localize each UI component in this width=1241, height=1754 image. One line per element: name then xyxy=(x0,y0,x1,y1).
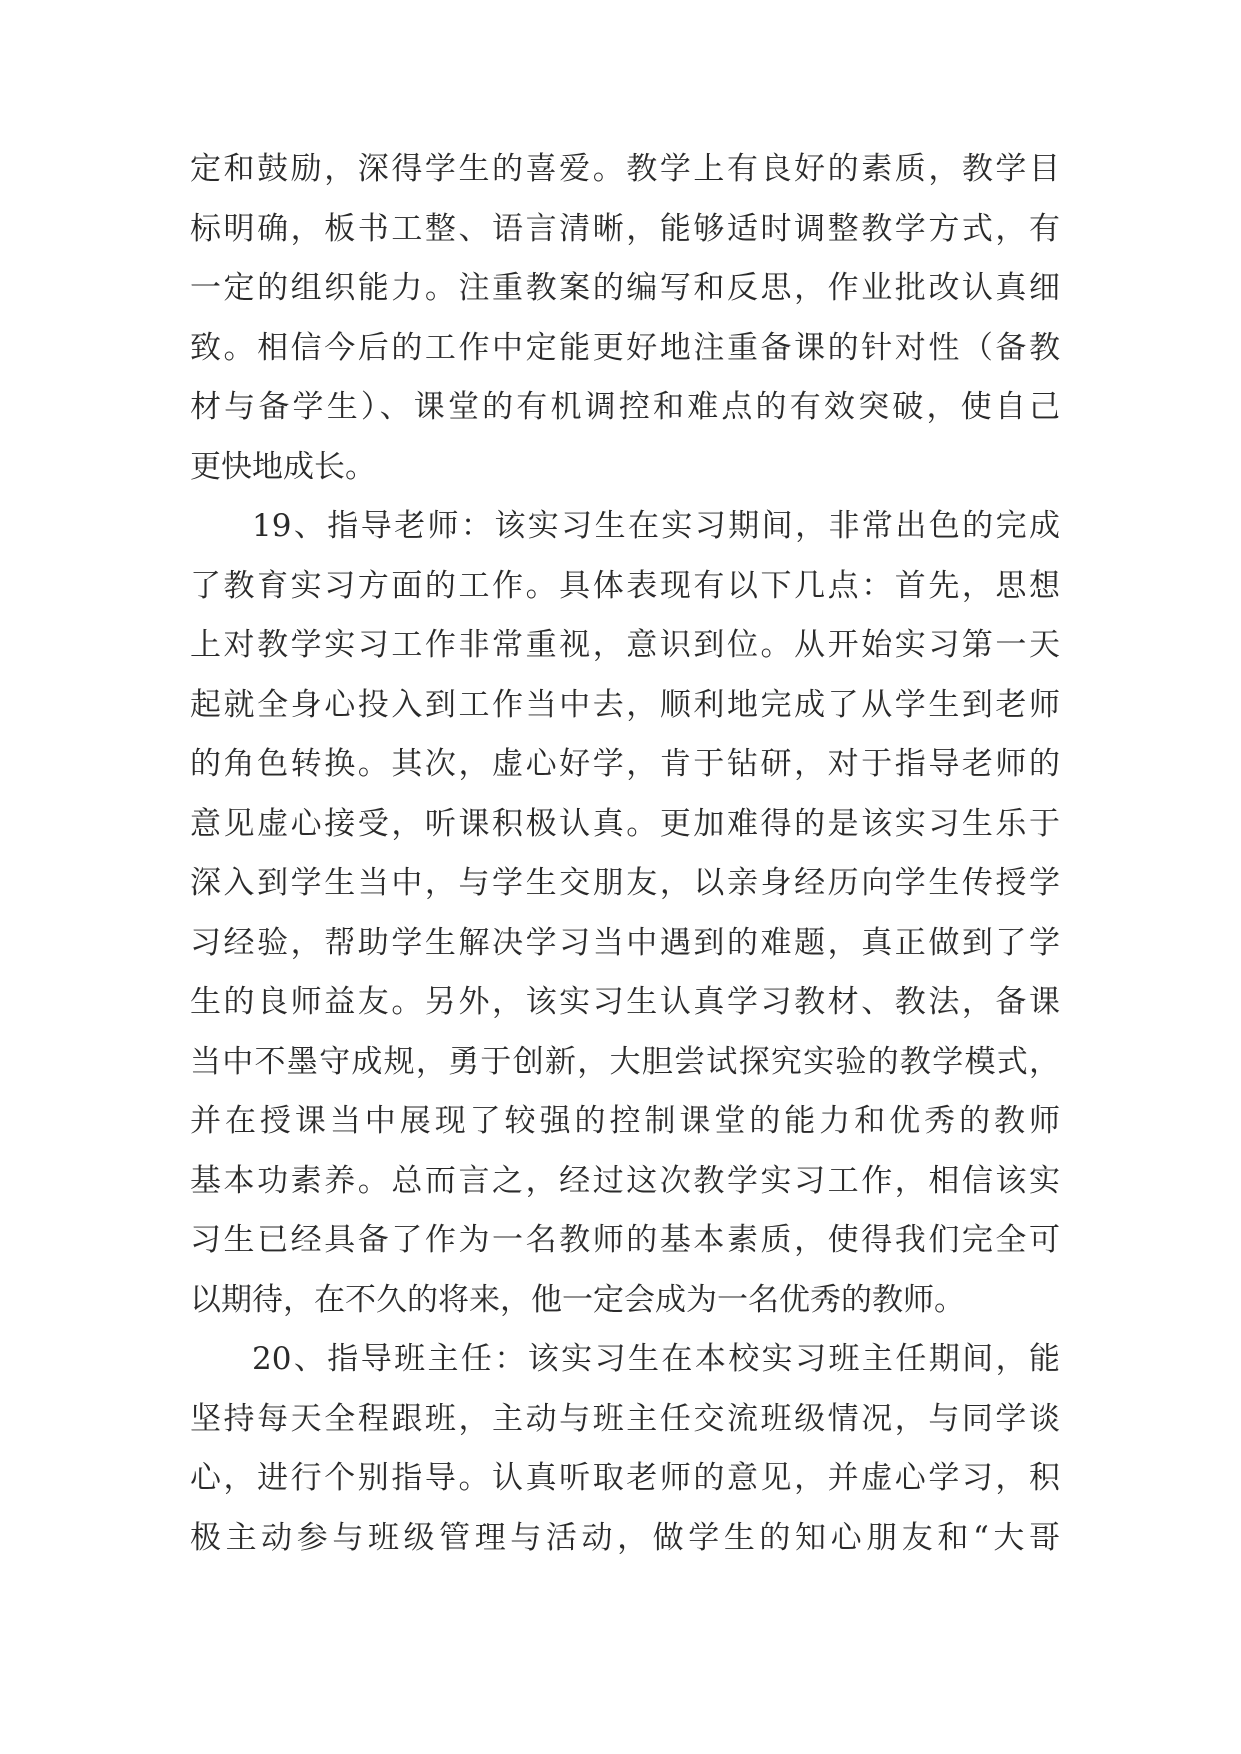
text-line: 标明确，板书工整、语言清晰，能够适时调整教学方式，有 xyxy=(190,210,1060,247)
paragraph-20-supervising-head-teacher xyxy=(190,1330,1060,1568)
text-line: 20、指导班主任：该实习生在本校实习班主任期间，能 xyxy=(252,1341,1060,1377)
text-line: 材与备学生）、课堂的有机调控和难点的有效突破，使自己 xyxy=(190,389,1060,425)
text-line: 致。相信今后的工作中定能更好地注重备课的针对性（备教 xyxy=(190,329,1060,366)
text-line: 坚持每天全程跟班，主动与班主任交流班级情况，与同学谈 xyxy=(190,1400,1060,1437)
text-line: 的角色转换。其次，虚心好学，肯于钻研，对于指导老师的 xyxy=(190,746,1060,782)
text-line: 心，进行个别指导。认真听取老师的意见，并虚心学习，积 xyxy=(190,1460,1060,1496)
text-line: 了教育实习方面的工作。具体表现有以下几点：首先，思想 xyxy=(190,567,1060,604)
text-line: 起就全身心投入到工作当中去，顺利地完成了从学生到老师 xyxy=(190,686,1060,723)
text-line: 生的良师益友。另外，该实习生认真学习教材、教法，备课 xyxy=(190,984,1060,1020)
text-line: 更快地成长。 xyxy=(190,448,376,485)
text-line: 习生已经具备了作为一名教师的基本素质，使得我们完全可 xyxy=(190,1222,1060,1258)
text-line: 以期待，在不久的将来，他一定会成为一名优秀的教师。 xyxy=(190,1281,965,1318)
text-line: 19、指导老师：该实习生在实习期间，非常出色的完成 xyxy=(252,508,1060,544)
text-line: 习经验，帮助学生解决学习当中遇到的难题，真正做到了学 xyxy=(190,924,1060,961)
text-line: 定和鼓励，深得学生的喜爱。教学上有良好的素质，教学目 xyxy=(190,151,1060,187)
text-line: 并在授课当中展现了较强的控制课堂的能力和优秀的教师 xyxy=(190,1103,1060,1139)
text-line: 一定的组织能力。注重教案的编写和反思，作业批改认真细 xyxy=(190,270,1060,306)
text-line: 极主动参与班级管理与活动，做学生的知心朋友和“大哥 xyxy=(190,1519,1060,1556)
document-body xyxy=(190,140,1060,1568)
paragraph-19-supervising-teacher xyxy=(190,497,1060,1330)
text-line: 意见虚心接受，听课积极认真。更加难得的是该实习生乐于 xyxy=(190,805,1060,842)
text-line: 上对教学实习工作非常重视，意识到位。从开始实习第一天 xyxy=(190,627,1060,663)
text-line: 当中不墨守成规，勇于创新，大胆尝试探究实验的教学模式， xyxy=(190,1043,1060,1080)
text-line: 基本功素养。总而言之，经过这次教学实习工作，相信该实 xyxy=(190,1162,1060,1199)
text-line: 深入到学生当中，与学生交朋友，以亲身经历向学生传授学 xyxy=(190,865,1060,901)
paragraph-continued xyxy=(190,140,1060,497)
